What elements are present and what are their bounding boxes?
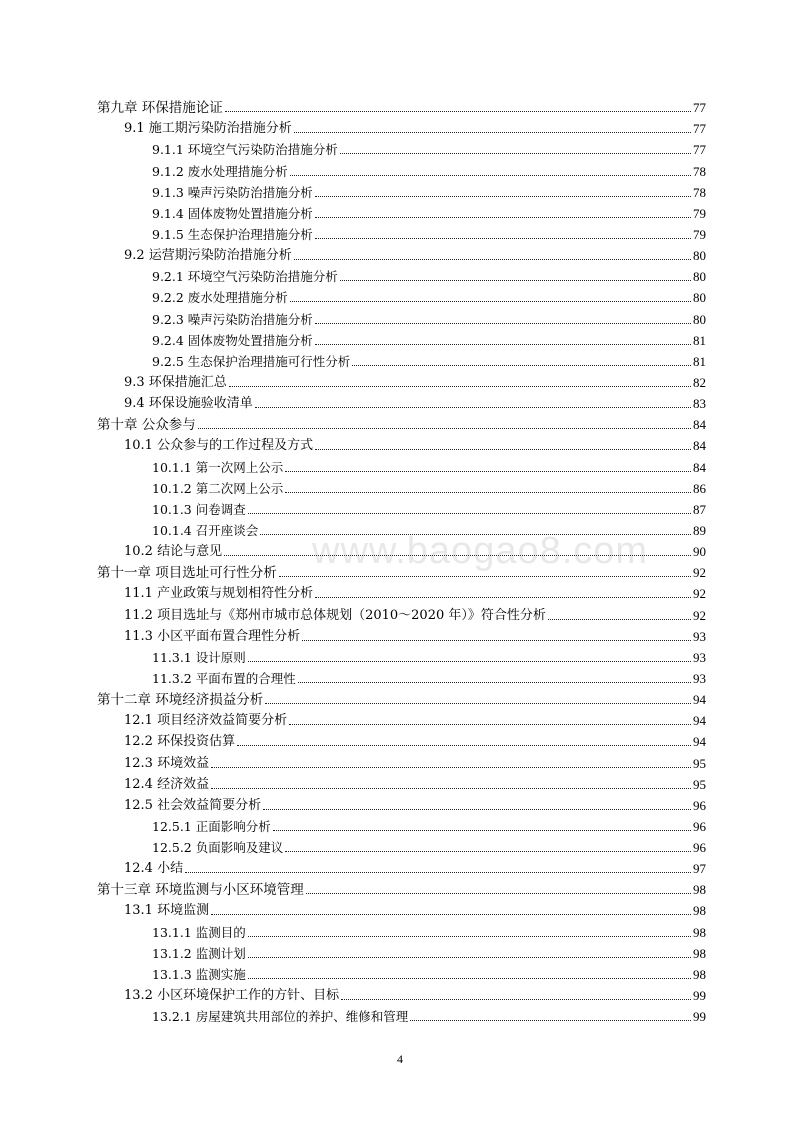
toc-entry-page-number: 98	[693, 945, 706, 961]
dot-leader	[315, 449, 691, 450]
dot-leader	[315, 323, 691, 324]
dot-leader	[294, 132, 691, 133]
dot-leader	[315, 344, 691, 345]
dot-leader	[290, 175, 691, 176]
dot-leader	[340, 280, 691, 281]
dot-leader	[255, 407, 691, 408]
toc-entry-title: 13.2 小区环境保护工作的方针、目标	[124, 988, 340, 1004]
toc-entry-title: 9.2.2 废水处理措施分析	[152, 290, 288, 306]
toc-entry[interactable]	[97, 708, 706, 729]
toc-entry-page-number: 79	[693, 226, 706, 242]
toc-entry[interactable]	[97, 497, 706, 518]
toc-entry-title: 第十一章 项目选址可行性分析	[97, 565, 277, 582]
dot-leader	[315, 217, 691, 218]
toc-entry-page-number: 93	[693, 670, 706, 686]
dot-leader	[248, 957, 691, 958]
toc-entry-page-number: 82	[693, 374, 706, 390]
toc-entry-title: 第九章 环保措施论证	[97, 100, 223, 117]
dot-leader	[410, 1020, 691, 1021]
toc-entry-page-number: 80	[693, 311, 706, 327]
dot-leader	[211, 914, 691, 915]
toc-entry-page-number: 80	[693, 248, 706, 264]
toc-entry[interactable]	[97, 687, 706, 708]
toc-entry-title: 9.1.4 固体废物处置措施分析	[152, 205, 313, 221]
toc-entry[interactable]	[97, 433, 706, 454]
toc-entry-page-number: 92	[693, 565, 706, 581]
toc-entry[interactable]	[97, 898, 706, 919]
toc-entry-title: 11.2 项目选址与《郑州市城市总体规划（2010～2020 年）》符合性分析	[124, 607, 546, 623]
toc-entry-page-number: 98	[693, 966, 706, 982]
dot-leader	[298, 682, 691, 683]
toc-entry[interactable]	[97, 476, 706, 497]
toc-entry-page-number: 93	[693, 649, 706, 665]
toc-entry[interactable]	[97, 243, 706, 264]
toc-entry-title: 12.5.1 正面影响分析	[152, 818, 271, 834]
toc-entry-title: 9.1 施工期污染防治措施分析	[124, 121, 292, 137]
toc-entry[interactable]	[97, 835, 706, 856]
toc-entry-title: 11.3.2 平面布置的合理性	[152, 670, 296, 686]
toc-entry[interactable]	[97, 539, 706, 560]
dot-leader	[229, 386, 691, 387]
toc-entry-title: 11.1 产业政策与规划相符性分析	[124, 586, 314, 602]
toc-entry[interactable]	[97, 201, 706, 222]
toc-entry-page-number: 78	[693, 163, 706, 179]
toc-entry-title: 11.3.1 设计原则	[152, 649, 246, 665]
dot-leader	[248, 978, 691, 979]
toc-entry-page-number: 92	[693, 586, 706, 602]
dot-leader	[315, 196, 691, 197]
toc-entry-page-number: 94	[693, 692, 706, 708]
toc-entry[interactable]	[97, 581, 706, 602]
toc-entry-page-number: 80	[693, 269, 706, 285]
toc-entry-title: 10.1.3 问卷调查	[152, 501, 246, 517]
toc-entry-title: 12.4 经济效益	[124, 776, 210, 792]
toc-entry-page-number: 90	[693, 544, 706, 560]
toc-entry[interactable]	[97, 772, 706, 793]
toc-entry[interactable]	[97, 349, 706, 370]
toc-entry[interactable]	[97, 941, 706, 962]
toc-entry[interactable]	[97, 328, 706, 349]
toc-entry-title: 9.1.2 废水处理措施分析	[152, 163, 288, 179]
dot-leader	[315, 597, 691, 598]
toc-entry-title: 9.1.1 环境空气污染防治措施分析	[152, 142, 338, 158]
dot-leader	[198, 428, 691, 429]
dot-leader	[285, 851, 691, 852]
toc-entry[interactable]	[97, 602, 706, 623]
toc-entry-title: 第十三章 环境监测与小区环境管理	[97, 882, 304, 899]
toc-entry-title: 10.1 公众参与的工作过程及方式	[124, 438, 314, 454]
toc-entry-title: 第十章 公众参与	[97, 417, 196, 434]
toc-entry-page-number: 84	[693, 438, 706, 454]
toc-entry[interactable]	[97, 983, 706, 1004]
toc-entry-title: 10.1.4 召开座谈会	[152, 522, 259, 538]
toc-entry-page-number: 78	[693, 184, 706, 200]
dot-leader	[248, 936, 691, 937]
toc-entry-page-number: 99	[693, 1009, 706, 1025]
dot-leader	[185, 872, 691, 873]
dot-leader	[224, 555, 691, 556]
dot-leader	[306, 893, 691, 894]
dot-leader	[263, 809, 691, 810]
toc-entry-title: 13.1.2 监测计划	[152, 945, 246, 961]
toc-entry[interactable]	[97, 729, 706, 750]
toc-entry-page-number: 77	[693, 100, 706, 116]
toc-entry-title: 12.1 项目经济效益简要分析	[124, 713, 288, 729]
toc-entry-page-number: 94	[693, 734, 706, 750]
toc-entry-page-number: 79	[693, 205, 706, 221]
toc-entry[interactable]	[97, 264, 706, 285]
toc-entry[interactable]	[97, 222, 706, 243]
dot-leader	[237, 745, 691, 746]
toc-entry-page-number: 96	[693, 840, 706, 856]
dot-leader	[248, 661, 691, 662]
toc-entry-title: 12.2 环保投资估算	[124, 734, 236, 750]
toc-entry[interactable]	[97, 137, 706, 158]
dot-leader	[289, 724, 691, 725]
toc-entry-title: 13.1.1 监测目的	[152, 924, 246, 940]
toc-entry-title: 10.2 结论与意见	[124, 544, 223, 560]
dot-leader	[273, 830, 691, 831]
dot-leader	[211, 767, 691, 768]
toc-entry-page-number: 81	[693, 332, 706, 348]
dot-leader	[302, 640, 691, 641]
toc-entry-title: 12.5 社会效益简要分析	[124, 797, 262, 813]
toc-entry-title: 9.4 环保设施验收清单	[124, 396, 253, 412]
toc-entry[interactable]	[97, 412, 706, 433]
toc-entry[interactable]	[97, 793, 706, 814]
table-of-contents	[97, 95, 706, 1025]
toc-entry-page-number: 97	[693, 861, 706, 877]
page-number: 4	[397, 1052, 403, 1066]
dot-leader	[225, 111, 691, 112]
toc-entry-title: 10.1.2 第二次网上公示	[152, 480, 284, 496]
dot-leader	[248, 513, 691, 514]
toc-entry-page-number: 98	[693, 924, 706, 940]
toc-entry-page-number: 95	[693, 755, 706, 771]
toc-entry[interactable]	[97, 962, 706, 983]
toc-entry-title: 12.4 小结	[124, 861, 184, 877]
toc-entry-title: 12.3 环境效益	[124, 755, 210, 771]
toc-entry-page-number: 94	[693, 713, 706, 729]
toc-entry-page-number: 93	[693, 628, 706, 644]
toc-entry-page-number: 99	[693, 988, 706, 1004]
toc-entry-title: 9.2 运营期污染防治措施分析	[124, 248, 292, 264]
toc-entry-page-number: 81	[693, 353, 706, 369]
dot-leader	[294, 259, 691, 260]
toc-entry-page-number: 87	[693, 501, 706, 517]
dot-leader	[290, 301, 691, 302]
toc-entry[interactable]	[97, 116, 706, 137]
toc-entry-page-number: 95	[693, 776, 706, 792]
watermark: www.baogao8.com	[312, 530, 649, 572]
toc-entry-title: 12.5.2 负面影响及建议	[152, 840, 284, 856]
toc-entry[interactable]	[97, 95, 706, 116]
toc-entry[interactable]	[97, 666, 706, 687]
toc-entry-page-number: 77	[693, 142, 706, 158]
dot-leader	[341, 999, 691, 1000]
toc-entry-title: 9.1.3 噪声污染防治措施分析	[152, 184, 313, 200]
toc-entry[interactable]	[97, 454, 706, 475]
toc-entry-title: 9.2.5 生态保护治理措施可行性分析	[152, 353, 351, 369]
toc-entry-title: 11.3 小区平面布置合理性分析	[124, 628, 301, 644]
toc-entry-page-number: 96	[693, 797, 706, 813]
toc-entry-page-number: 84	[693, 459, 706, 475]
toc-entry-page-number: 89	[693, 522, 706, 538]
dot-leader	[265, 703, 691, 704]
toc-entry-page-number: 80	[693, 290, 706, 306]
toc-entry[interactable]	[97, 180, 706, 201]
dot-leader	[340, 153, 691, 154]
toc-entry[interactable]	[97, 750, 706, 771]
toc-entry-title: 9.3 环保措施汇总	[124, 374, 227, 390]
toc-entry[interactable]	[97, 518, 706, 539]
toc-entry-page-number: 77	[693, 121, 706, 137]
toc-entry-title: 9.2.4 固体废物处置措施分析	[152, 332, 313, 348]
toc-entry-title: 10.1.1 第一次网上公示	[152, 459, 284, 475]
toc-entry[interactable]	[97, 814, 706, 835]
toc-entry-page-number: 98	[693, 903, 706, 919]
toc-entry-page-number: 98	[693, 882, 706, 898]
dot-leader	[279, 576, 691, 577]
dot-leader	[211, 788, 691, 789]
toc-entry-page-number: 83	[693, 396, 706, 412]
toc-entry-page-number: 84	[693, 417, 706, 433]
toc-entry-page-number: 92	[693, 607, 706, 623]
toc-entry-title: 9.2.1 环境空气污染防治措施分析	[152, 269, 338, 285]
toc-entry-title: 第十二章 环境经济损益分析	[97, 692, 264, 709]
toc-entry[interactable]	[97, 1004, 706, 1025]
toc-entry[interactable]	[97, 391, 706, 412]
dot-leader	[548, 619, 691, 620]
toc-entry-title: 9.1.5 生态保护治理措施分析	[152, 226, 313, 242]
toc-entry-title: 9.2.3 噪声污染防治措施分析	[152, 311, 313, 327]
toc-entry[interactable]	[97, 370, 706, 391]
toc-entry[interactable]	[97, 158, 706, 179]
toc-entry-title: 13.1 环境监测	[124, 903, 210, 919]
toc-entry-page-number: 96	[693, 818, 706, 834]
toc-entry-page-number: 86	[693, 480, 706, 496]
toc-entry[interactable]	[97, 624, 706, 645]
dot-leader	[315, 238, 691, 239]
toc-entry-title: 13.2.1 房屋建筑共用部位的养护、维修和管理	[152, 1009, 409, 1025]
dot-leader	[260, 534, 691, 535]
toc-entry[interactable]	[97, 560, 706, 581]
toc-entry-title: 13.1.3 监测实施	[152, 966, 246, 982]
dot-leader	[352, 365, 691, 366]
dot-leader	[285, 471, 691, 472]
toc-entry[interactable]	[97, 919, 706, 940]
toc-entry[interactable]	[97, 645, 706, 666]
toc-entry[interactable]	[97, 306, 706, 327]
dot-leader	[285, 492, 691, 493]
toc-entry[interactable]	[97, 285, 706, 306]
toc-entry[interactable]	[97, 877, 706, 898]
toc-entry[interactable]	[97, 856, 706, 877]
